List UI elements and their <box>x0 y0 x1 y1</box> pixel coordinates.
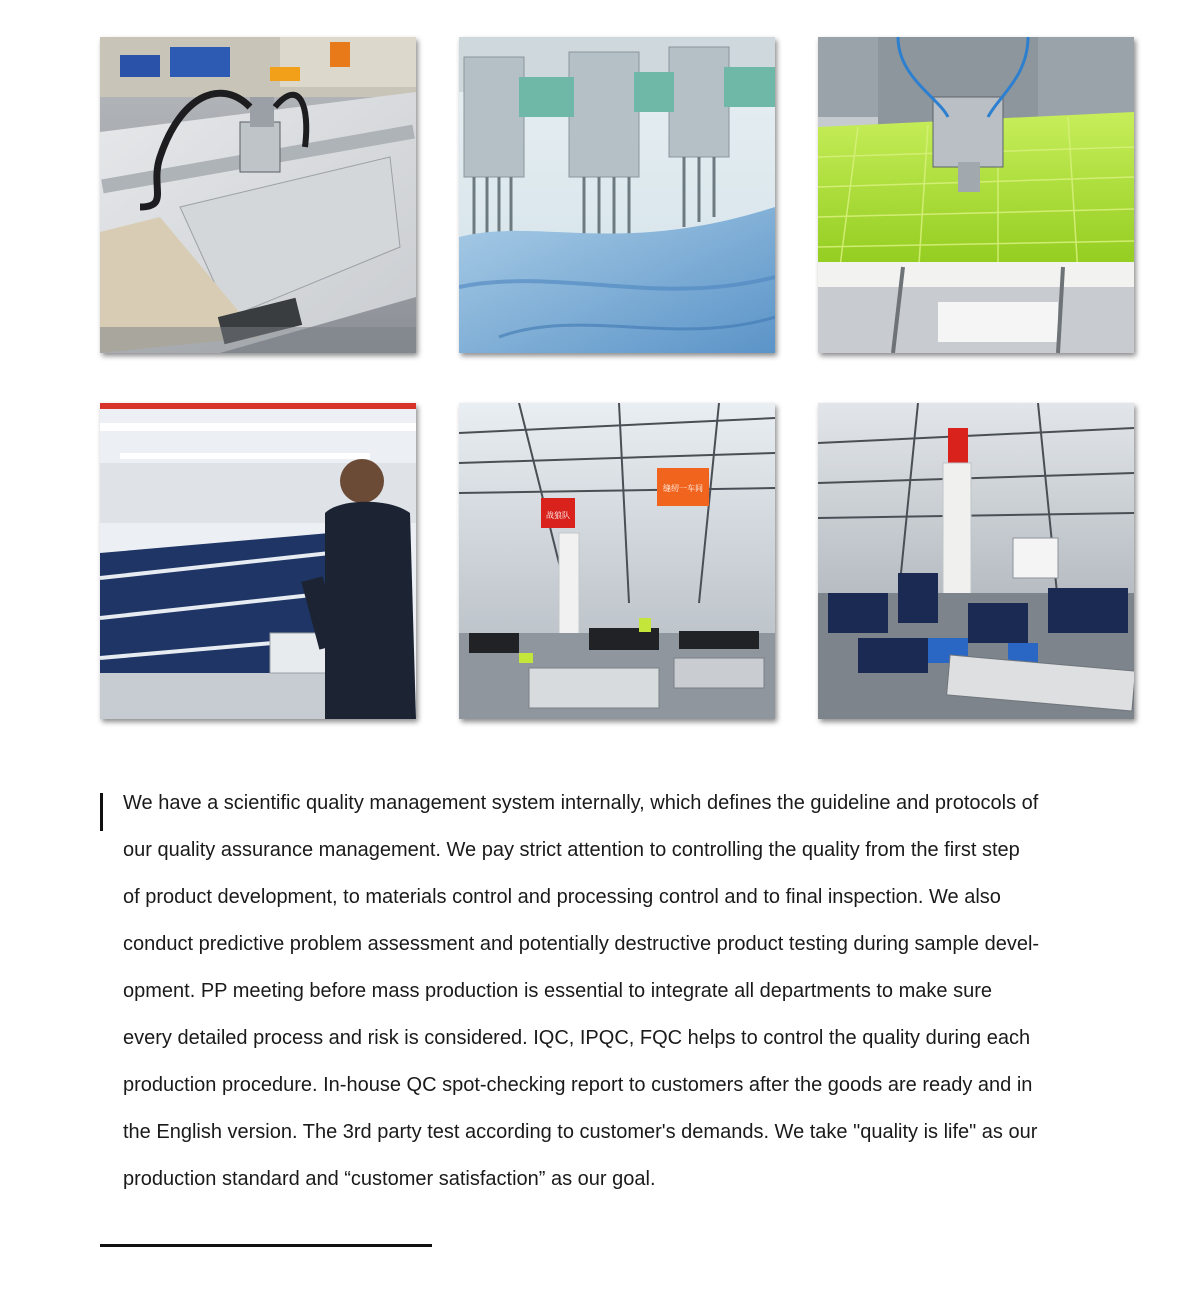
quality-description-paragraph <box>123 780 1140 1203</box>
description-line: of product development, to materials control and processing control and to final inspection. We also <box>123 886 1001 908</box>
photo-workshop-floor <box>459 403 775 719</box>
fabric-spreader-image <box>100 403 416 719</box>
photo-fabric-spreader <box>100 403 416 719</box>
photo-quilting-lime <box>818 37 1134 353</box>
description-line: conduct predictive problem assessment and potentially destructive product testing during sample devel- <box>123 933 1040 955</box>
description-line: every detailed process and risk is considered. IQC, IPQC, FQC helps to control the quality during each <box>123 1027 1031 1049</box>
svg-text:战狼队: 战狼队 <box>546 511 570 520</box>
description-line: opment. PP meeting before mass production is essential to integrate all departments to make sure <box>123 980 992 1002</box>
description-line: production procedure. In-house QC spot-checking report to customers after the goods are ready and in <box>123 1074 1033 1096</box>
svg-text:缝纫一车间: 缝纫一车间 <box>663 484 703 493</box>
photo-embroidery-blue <box>459 37 775 353</box>
banner-orange <box>657 468 709 506</box>
banner-red <box>541 498 575 528</box>
embroidery-machine-image <box>459 37 775 353</box>
production-line-image <box>818 403 1134 719</box>
description-line: We have a scientific quality management system internally, which defines the guideline and protocols of <box>123 792 1039 814</box>
photo-cutting-table <box>100 37 416 353</box>
photo-production-line <box>818 403 1134 719</box>
description-line: production standard and “customer satisfaction” as our goal. <box>123 1168 656 1190</box>
bottom-divider <box>100 1244 432 1247</box>
accent-bar <box>100 793 103 831</box>
description-line: our quality assurance management. We pay strict attention to controlling the quality from the first step <box>123 839 1020 861</box>
cutting-machine-image <box>100 37 416 353</box>
quilting-machine-image <box>818 37 1134 353</box>
description-line: the English version. The 3rd party test according to customer's demands. We take "quality is life" as our <box>123 1121 1038 1143</box>
workshop-floor-image <box>459 403 775 719</box>
